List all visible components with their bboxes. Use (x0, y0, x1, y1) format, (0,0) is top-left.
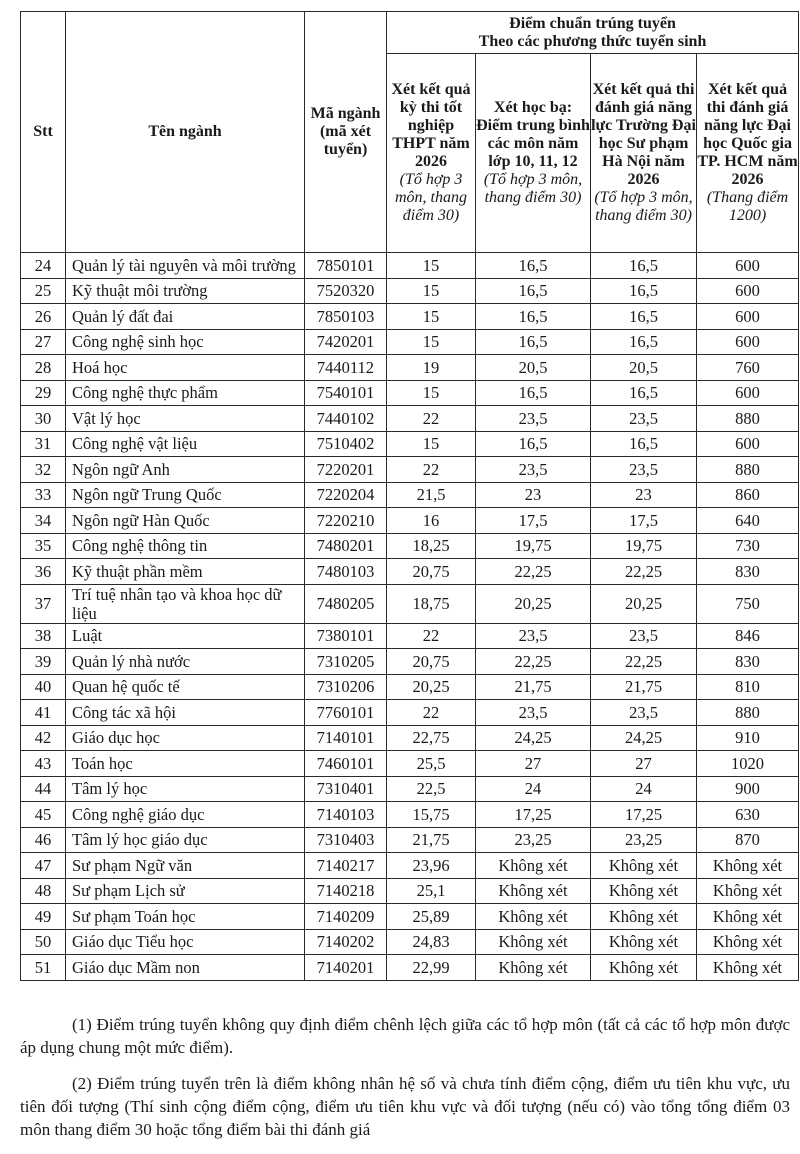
score-dgnl-hcm-cell: 600 (697, 431, 799, 457)
score-dgnl-hnue-cell: 17,5 (591, 508, 697, 534)
major-name-cell: Quản lý đất đai (66, 304, 305, 330)
table-row (21, 559, 799, 585)
score-thpt-cell: 18,75 (387, 584, 476, 623)
score-hoc-ba-cell: 22,25 (476, 649, 591, 675)
table-row (21, 278, 799, 304)
major-name-cell: Tâm lý học giáo dục (66, 827, 305, 853)
major-name-cell: Công nghệ thông tin (66, 533, 305, 559)
header-group-subtitle: Theo các phương thức tuyển sinh (478, 32, 707, 50)
stt-cell: 45 (21, 802, 66, 828)
header-group-title: Điểm chuẩn trúng tuyển (509, 14, 676, 32)
score-hoc-ba-cell: Không xét (476, 878, 591, 904)
major-name-cell: Công nghệ vật liệu (66, 431, 305, 457)
major-code-cell: 7480205 (305, 584, 387, 623)
score-thpt-cell: 18,25 (387, 533, 476, 559)
major-code-cell: 7220201 (305, 457, 387, 483)
major-code-cell: 7480201 (305, 533, 387, 559)
table-row (21, 533, 799, 559)
header-major-code: Mã ngành (mã xét tuyển) (305, 12, 387, 253)
score-dgnl-hnue-cell: 16,5 (591, 380, 697, 406)
major-code-cell: 7540101 (305, 380, 387, 406)
score-hoc-ba-cell: 19,75 (476, 533, 591, 559)
score-thpt-cell: 25,5 (387, 751, 476, 777)
major-name-cell: Giáo dục học (66, 725, 305, 751)
score-dgnl-hnue-cell: 23,25 (591, 827, 697, 853)
score-thpt-cell: 22 (387, 700, 476, 726)
major-name-cell: Vật lý học (66, 406, 305, 432)
score-dgnl-hnue-cell: 16,5 (591, 304, 697, 330)
score-thpt-cell: 22 (387, 623, 476, 649)
table-row (21, 508, 799, 534)
score-hoc-ba-cell: 17,5 (476, 508, 591, 534)
score-dgnl-hnue-cell: 16,5 (591, 253, 697, 279)
score-hoc-ba-cell: 23,5 (476, 623, 591, 649)
score-dgnl-hcm-cell: 880 (697, 700, 799, 726)
score-dgnl-hcm-cell: 1020 (697, 751, 799, 777)
score-dgnl-hcm-cell: Không xét (697, 853, 799, 879)
major-code-cell: 7140209 (305, 904, 387, 930)
score-dgnl-hnue-cell: 22,25 (591, 649, 697, 675)
stt-cell: 44 (21, 776, 66, 802)
score-dgnl-hcm-cell: 880 (697, 457, 799, 483)
major-code-cell: 7510402 (305, 431, 387, 457)
major-name-cell: Sư phạm Ngữ văn (66, 853, 305, 879)
major-code-cell: 7850103 (305, 304, 387, 330)
score-hoc-ba-cell: 16,5 (476, 304, 591, 330)
score-hoc-ba-cell: 27 (476, 751, 591, 777)
major-code-cell: 7220204 (305, 482, 387, 508)
method-note: (Thang điểm 1200) (706, 189, 789, 224)
score-dgnl-hnue-cell: 23,5 (591, 700, 697, 726)
score-hoc-ba-cell: 22,25 (476, 559, 591, 585)
table-row (21, 674, 799, 700)
score-dgnl-hnue-cell: 22,25 (591, 559, 697, 585)
score-dgnl-hcm-cell: Không xét (697, 929, 799, 955)
score-thpt-cell: 15 (387, 380, 476, 406)
score-thpt-cell: 20,25 (387, 674, 476, 700)
score-hoc-ba-cell: 23,5 (476, 406, 591, 432)
major-name-cell: Ngôn ngữ Trung Quốc (66, 482, 305, 508)
table-row (21, 649, 799, 675)
table-row (21, 904, 799, 930)
score-hoc-ba-cell: 20,25 (476, 584, 591, 623)
stt-cell: 41 (21, 700, 66, 726)
note-1: (1) Điểm trúng tuyển không quy định điểm chênh lệch giữa các tổ hợp môn (tất cả các tổ hợp môn được áp dụng chung một mức điểm). (20, 1015, 790, 1057)
stt-cell: 36 (21, 559, 66, 585)
major-code-cell: 7140101 (305, 725, 387, 751)
score-dgnl-hnue-cell: 17,25 (591, 802, 697, 828)
score-dgnl-hnue-cell: 16,5 (591, 329, 697, 355)
major-name-cell: Quản lý nhà nước (66, 649, 305, 675)
score-dgnl-hnue-cell: 24 (591, 776, 697, 802)
stt-cell: 34 (21, 508, 66, 534)
stt-cell: 33 (21, 482, 66, 508)
header-method-thpt (387, 54, 476, 253)
score-dgnl-hnue-cell: 23,5 (591, 623, 697, 649)
score-thpt-cell: 20,75 (387, 559, 476, 585)
major-name-cell: Giáo dục Mầm non (66, 955, 305, 981)
table-row (21, 329, 799, 355)
major-name-cell: Công nghệ giáo dục (66, 802, 305, 828)
method-title: Xét kết quả thi đánh giá năng lực Trường Đại học Sư phạm Hà Nội năm 2026 (591, 81, 696, 188)
major-code-cell: 7440102 (305, 406, 387, 432)
major-name-cell: Tâm lý học (66, 776, 305, 802)
table-row (21, 929, 799, 955)
major-code-cell: 7310401 (305, 776, 387, 802)
major-code-cell: 7220210 (305, 508, 387, 534)
score-dgnl-hnue-cell: 27 (591, 751, 697, 777)
stt-cell: 30 (21, 406, 66, 432)
score-thpt-cell: 22,75 (387, 725, 476, 751)
method-note: (Tổ hợp 3 môn, thang điểm 30) (594, 189, 693, 224)
method-title: Xét kết quả kỳ thi tốt nghiệp THPT năm 2026 (391, 81, 471, 170)
score-hoc-ba-cell: 16,5 (476, 278, 591, 304)
table-row (21, 700, 799, 726)
stt-cell: 32 (21, 457, 66, 483)
table-row (21, 431, 799, 457)
stt-cell: 47 (21, 853, 66, 879)
score-thpt-cell: 25,1 (387, 878, 476, 904)
table-row (21, 751, 799, 777)
table-row (21, 406, 799, 432)
score-thpt-cell: 22,5 (387, 776, 476, 802)
stt-cell: 27 (21, 329, 66, 355)
score-thpt-cell: 15 (387, 431, 476, 457)
score-hoc-ba-cell: 23,25 (476, 827, 591, 853)
score-dgnl-hcm-cell: 600 (697, 304, 799, 330)
major-code-cell: 7380101 (305, 623, 387, 649)
major-code-cell: 7850101 (305, 253, 387, 279)
major-code-cell: 7440112 (305, 355, 387, 381)
table-row (21, 355, 799, 381)
table-row (21, 623, 799, 649)
score-dgnl-hcm-cell: 880 (697, 406, 799, 432)
major-name-cell: Hoá học (66, 355, 305, 381)
table-row (21, 457, 799, 483)
stt-cell: 31 (21, 431, 66, 457)
score-dgnl-hnue-cell: 24,25 (591, 725, 697, 751)
major-name-cell: Quan hệ quốc tế (66, 674, 305, 700)
major-code-cell: 7460101 (305, 751, 387, 777)
score-hoc-ba-cell: 23 (476, 482, 591, 508)
score-dgnl-hnue-cell: Không xét (591, 878, 697, 904)
score-dgnl-hnue-cell: 23 (591, 482, 697, 508)
notes-section (20, 1013, 790, 1141)
score-dgnl-hcm-cell: Không xét (697, 955, 799, 981)
major-code-cell: 7480103 (305, 559, 387, 585)
major-name-cell: Ngôn ngữ Anh (66, 457, 305, 483)
major-code-cell: 7420201 (305, 329, 387, 355)
table-header (21, 12, 799, 253)
stt-cell: 26 (21, 304, 66, 330)
score-dgnl-hnue-cell: 19,75 (591, 533, 697, 559)
score-thpt-cell: 16 (387, 508, 476, 534)
major-code-cell: 7310206 (305, 674, 387, 700)
score-dgnl-hnue-cell: 23,5 (591, 406, 697, 432)
score-thpt-cell: 22 (387, 457, 476, 483)
stt-cell: 49 (21, 904, 66, 930)
stt-cell: 46 (21, 827, 66, 853)
score-dgnl-hcm-cell: 810 (697, 674, 799, 700)
table-body (21, 253, 799, 981)
score-dgnl-hnue-cell: Không xét (591, 853, 697, 879)
score-hoc-ba-cell: 17,25 (476, 802, 591, 828)
score-hoc-ba-cell: Không xét (476, 955, 591, 981)
header-method-dgnl-hcm (697, 54, 799, 253)
table-row (21, 380, 799, 406)
score-dgnl-hcm-cell: 900 (697, 776, 799, 802)
stt-cell: 25 (21, 278, 66, 304)
score-hoc-ba-cell: 23,5 (476, 700, 591, 726)
score-dgnl-hnue-cell: Không xét (591, 929, 697, 955)
score-dgnl-hcm-cell: 830 (697, 649, 799, 675)
major-code-cell: 7760101 (305, 700, 387, 726)
score-dgnl-hnue-cell: 21,75 (591, 674, 697, 700)
major-code-cell: 7520320 (305, 278, 387, 304)
method-title: Xét kết quả thi đánh giá năng lực Đại học Quốc gia TP. HCM năm 2026 (697, 81, 798, 188)
header-method-hoc-ba (476, 54, 591, 253)
score-hoc-ba-cell: Không xét (476, 929, 591, 955)
score-dgnl-hnue-cell: 20,25 (591, 584, 697, 623)
header-major-name: Tên ngành (66, 12, 305, 253)
method-note: (Tổ hợp 3 môn, thang điểm 30) (483, 171, 583, 206)
score-dgnl-hcm-cell: Không xét (697, 878, 799, 904)
score-dgnl-hnue-cell: Không xét (591, 955, 697, 981)
stt-cell: 38 (21, 623, 66, 649)
score-hoc-ba-cell: 20,5 (476, 355, 591, 381)
score-dgnl-hcm-cell: 750 (697, 584, 799, 623)
score-dgnl-hcm-cell: 730 (697, 533, 799, 559)
stt-cell: 43 (21, 751, 66, 777)
score-hoc-ba-cell: Không xét (476, 904, 591, 930)
header-stt: Stt (21, 12, 66, 253)
score-dgnl-hcm-cell: 600 (697, 329, 799, 355)
score-hoc-ba-cell: 23,5 (476, 457, 591, 483)
table-row (21, 776, 799, 802)
score-dgnl-hcm-cell: 600 (697, 278, 799, 304)
score-thpt-cell: 15 (387, 304, 476, 330)
major-code-cell: 7140217 (305, 853, 387, 879)
score-thpt-cell: 22 (387, 406, 476, 432)
score-dgnl-hcm-cell: 600 (697, 380, 799, 406)
method-note: (Tổ hợp 3 môn, thang điểm 30) (395, 171, 467, 224)
major-code-cell: 7140103 (305, 802, 387, 828)
table-row (21, 725, 799, 751)
score-dgnl-hcm-cell: 910 (697, 725, 799, 751)
major-name-cell: Công nghệ sinh học (66, 329, 305, 355)
table-row (21, 827, 799, 853)
major-name-cell: Công nghệ thực phẩm (66, 380, 305, 406)
score-hoc-ba-cell: 24,25 (476, 725, 591, 751)
major-name-cell: Trí tuệ nhân tạo và khoa học dữ liệu (66, 584, 305, 623)
score-thpt-cell: 21,5 (387, 482, 476, 508)
table-row (21, 482, 799, 508)
admission-score-table (20, 11, 799, 981)
score-dgnl-hcm-cell: 600 (697, 253, 799, 279)
note-2: (2) Điểm trúng tuyển trên là điểm không nhân hệ số và chưa tính điểm cộng, điểm ưu tiên khu vực, ưu tiên đối tượng (Thí sinh cộng điểm cộng, điểm ưu tiên khu vực và đối tượng (nếu có) vào tổng tổng điểm 03 môn thang điểm 30 hoặc tổng điểm bài thi đánh giá (20, 1074, 790, 1139)
score-dgnl-hnue-cell: 20,5 (591, 355, 697, 381)
score-thpt-cell: 21,75 (387, 827, 476, 853)
score-dgnl-hcm-cell: 760 (697, 355, 799, 381)
score-dgnl-hcm-cell: 870 (697, 827, 799, 853)
score-thpt-cell: 24,83 (387, 929, 476, 955)
major-code-cell: 7310403 (305, 827, 387, 853)
stt-cell: 37 (21, 584, 66, 623)
score-dgnl-hcm-cell: 630 (697, 802, 799, 828)
method-title: Xét học bạ: Điểm trung bình các môn năm lớp 10, 11, 12 (476, 99, 590, 170)
stt-cell: 35 (21, 533, 66, 559)
major-name-cell: Quản lý tài nguyên và môi trường (66, 253, 305, 279)
score-dgnl-hnue-cell: 16,5 (591, 431, 697, 457)
score-dgnl-hcm-cell: 830 (697, 559, 799, 585)
stt-cell: 28 (21, 355, 66, 381)
score-thpt-cell: 22,99 (387, 955, 476, 981)
table-row (21, 802, 799, 828)
score-dgnl-hcm-cell: 860 (697, 482, 799, 508)
major-name-cell: Sư phạm Lịch sử (66, 878, 305, 904)
table-row (21, 253, 799, 279)
score-thpt-cell: 20,75 (387, 649, 476, 675)
score-thpt-cell: 15,75 (387, 802, 476, 828)
score-thpt-cell: 15 (387, 253, 476, 279)
score-hoc-ba-cell: 24 (476, 776, 591, 802)
score-dgnl-hnue-cell: Không xét (591, 904, 697, 930)
table-row (21, 584, 799, 623)
score-hoc-ba-cell: Không xét (476, 853, 591, 879)
score-hoc-ba-cell: 21,75 (476, 674, 591, 700)
major-name-cell: Luật (66, 623, 305, 649)
score-thpt-cell: 23,96 (387, 853, 476, 879)
table-row (21, 304, 799, 330)
major-name-cell: Công tác xã hội (66, 700, 305, 726)
table-row (21, 878, 799, 904)
score-hoc-ba-cell: 16,5 (476, 431, 591, 457)
stt-cell: 24 (21, 253, 66, 279)
score-dgnl-hcm-cell: 846 (697, 623, 799, 649)
score-hoc-ba-cell: 16,5 (476, 253, 591, 279)
score-dgnl-hcm-cell: Không xét (697, 904, 799, 930)
score-thpt-cell: 15 (387, 329, 476, 355)
major-code-cell: 7310205 (305, 649, 387, 675)
stt-cell: 48 (21, 878, 66, 904)
major-code-cell: 7140201 (305, 955, 387, 981)
score-dgnl-hcm-cell: 640 (697, 508, 799, 534)
score-thpt-cell: 25,89 (387, 904, 476, 930)
major-code-cell: 7140218 (305, 878, 387, 904)
header-method-dgnl-hnue (591, 54, 697, 253)
major-name-cell: Kỹ thuật môi trường (66, 278, 305, 304)
stt-cell: 42 (21, 725, 66, 751)
major-name-cell: Kỹ thuật phần mềm (66, 559, 305, 585)
stt-cell: 40 (21, 674, 66, 700)
score-thpt-cell: 19 (387, 355, 476, 381)
major-code-cell: 7140202 (305, 929, 387, 955)
major-name-cell: Toán học (66, 751, 305, 777)
stt-cell: 51 (21, 955, 66, 981)
stt-cell: 39 (21, 649, 66, 675)
score-dgnl-hnue-cell: 16,5 (591, 278, 697, 304)
major-name-cell: Ngôn ngữ Hàn Quốc (66, 508, 305, 534)
stt-cell: 50 (21, 929, 66, 955)
major-name-cell: Giáo dục Tiểu học (66, 929, 305, 955)
score-dgnl-hnue-cell: 23,5 (591, 457, 697, 483)
score-thpt-cell: 15 (387, 278, 476, 304)
major-name-cell: Sư phạm Toán học (66, 904, 305, 930)
score-hoc-ba-cell: 16,5 (476, 329, 591, 355)
score-hoc-ba-cell: 16,5 (476, 380, 591, 406)
stt-cell: 29 (21, 380, 66, 406)
header-score-group (387, 12, 799, 54)
table-row (21, 955, 799, 981)
table-row (21, 853, 799, 879)
